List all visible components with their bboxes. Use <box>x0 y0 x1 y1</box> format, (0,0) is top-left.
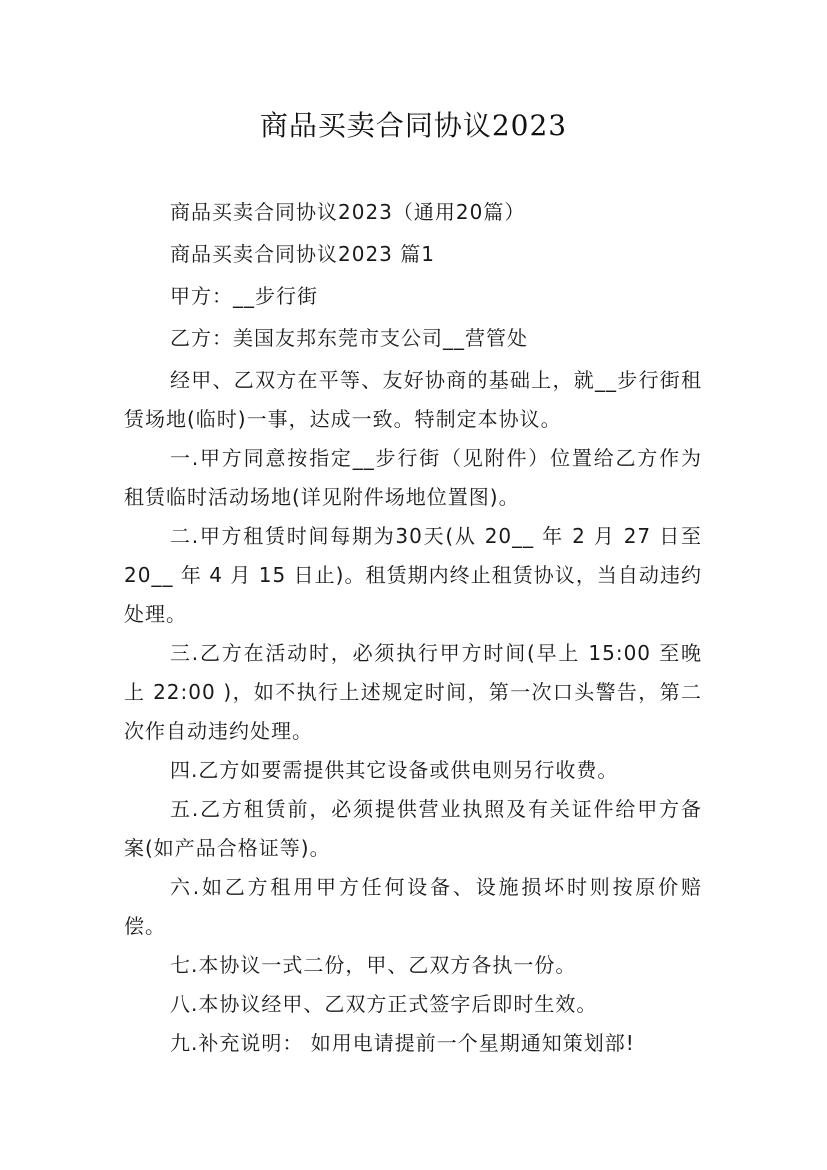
clause-9: 九.补充说明： 如用电请提前一个星期通知策划部! <box>170 1031 635 1055</box>
section-heading: 商品买卖合同协议2023 篇1 <box>170 242 435 266</box>
document-body <box>124 193 702 1063</box>
clause-4: 四.乙方如要需提供其它设备或供电则另行收费。 <box>170 758 619 782</box>
clause-7: 七.本协议一式二份，甲、乙双方各执一份。 <box>170 953 577 977</box>
preamble-paragraph: 经甲、乙双方在平等、友好协商的基础上，就__步行街租赁场地(临时)一事，达成一致。特制定本协议。 <box>124 368 702 431</box>
party-a-line: 甲方：__步行街 <box>170 284 318 308</box>
subtitle-line: 商品买卖合同协议2023（通用20篇） <box>170 200 526 224</box>
clause-5: 五.乙方租赁前，必须提供营业执照及有关证件给甲方备案(如产品合格证等)。 <box>124 797 702 860</box>
document-title: 商品买卖合同协议2023 <box>259 109 568 142</box>
clause-8: 八.本协议经甲、乙双方正式签字后即时生效。 <box>170 992 598 1016</box>
clause-3: 三.乙方在活动时，必须执行甲方时间(早上 15:00 至晚上 22:00 )，如不执行上述规定时间，第一次口头警告，第二次作自动违约处理。 <box>124 641 702 743</box>
clause-6: 六.如乙方租用甲方任何设备、设施损坏时则按原价赔偿。 <box>124 875 702 938</box>
clause-1: 一.甲方同意按指定__步行街（见附件）位置给乙方作为租赁临时活动场地(详见附件场地位置图)。 <box>124 446 702 509</box>
clause-2: 二.甲方租赁时间每期为30天(从 20__ 年 2 月 27 日至 20__ 年 4 月 15 日止)。租赁期内终止租赁协议，当自动违约处理。 <box>124 524 702 626</box>
party-b-line: 乙方：美国友邦东莞市支公司__营管处 <box>170 326 528 350</box>
